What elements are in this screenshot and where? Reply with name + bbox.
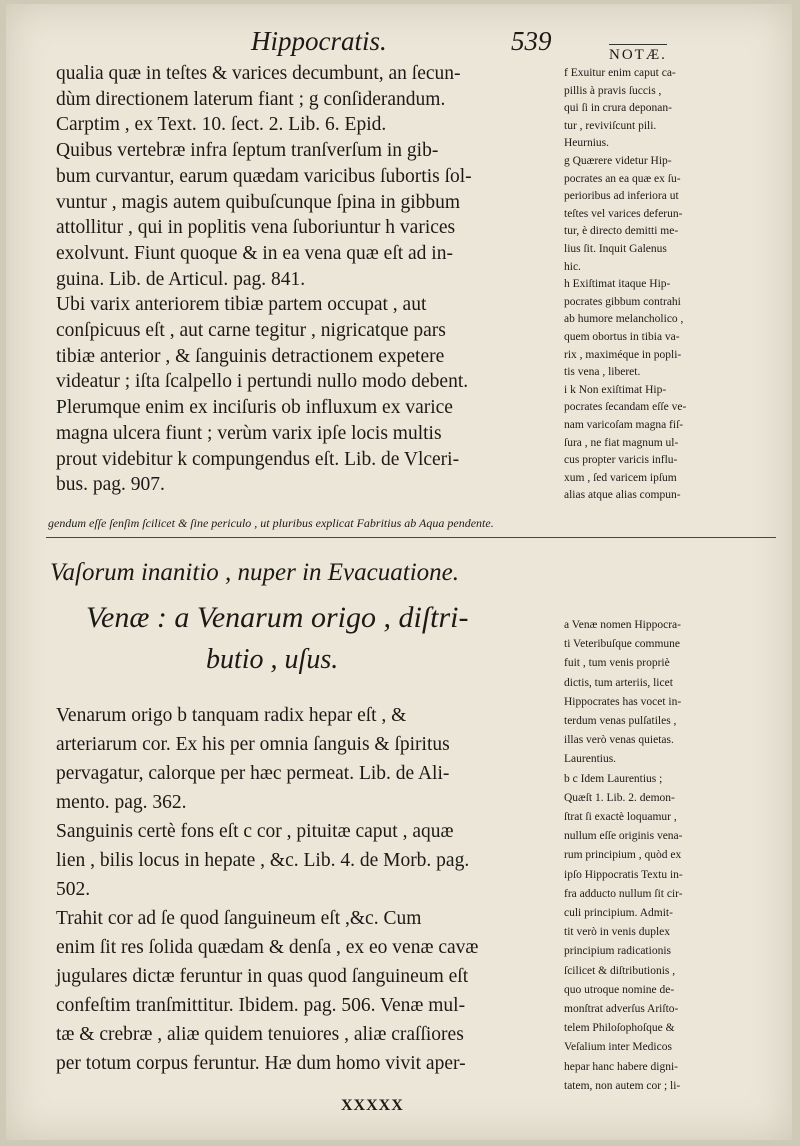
note-line: pocrates ſecandam eſſe ve- [564,401,687,414]
text-line: Ubi varix anteriorem tibiæ partem occupat , aut [56,294,427,316]
note-line: alias atque alias compun- [564,489,681,502]
note-continuation: gendum eſſe ſenſim ſcilicet & ſine periculo , ut pluribus explicat Fabritius ab Aqua pendente. [48,516,494,530]
text-line: tæ & crebræ , aliæ quidem tenuiores , aliæ craſſiores [56,1024,464,1045]
note-line: lius ſit. Inquit Galenus [564,243,667,255]
text-line: Plerumque enim ex inciſuris ob influxum ex varice [56,397,453,419]
text-line: vuntur , magis autem quibuſcunque ſpina in gibbum [56,191,461,213]
book-page [6,4,792,1140]
note-line: terdum venas pulſatiles , [564,715,677,727]
note-line: tis vena , liberet. [564,366,641,379]
note-line: tur, è directo demitti me- [564,225,679,238]
note-line: nam varicoſam magna fiſ- [564,419,684,431]
text-line: Trahit cor ad ſe quod ſanguineum eſt ,&c. Cum [56,908,422,929]
text-line: guina. Lib. de Articul. pag. 841. [56,268,306,290]
section-rule [46,537,776,538]
text-line: magna ulcera fiunt ; verùm varix ipſe locis multis [56,422,442,444]
note-line: a Venæ nomen Hippocra- [564,619,681,631]
text-line: enim ſit res ſolida quædam & denſa , ex eo venæ cavæ [56,937,479,958]
text-line: jugulares dictæ feruntur in quas quod ſanguineum eſt [56,966,469,987]
note-line: pocrates gibbum contrahi [564,295,681,308]
text-line: Sanguinis certè fons eſt c cor , pituitæ caput , aquæ [56,821,454,842]
notes-header: NOTÆ. [609,44,667,64]
note-line: quem obortus in tibia va- [564,331,680,343]
page-number: 539 [511,26,552,56]
note-line: fra adducto nullum ſit cir- [564,887,683,900]
note-line: ſcilicet & diſtributionis , [564,964,676,977]
text-line: bum curvantur, earum quædam varicibus ſubortis ſol- [56,165,472,187]
text-line: mento. pag. 362. [56,792,187,813]
note-line: b c Idem Laurentius ; [564,772,663,785]
catchword: XXXXX [341,1097,404,1114]
note-line: rum principium , quòd ex [564,849,682,862]
note-line: rix , maximéque in popli- [564,348,682,361]
note-line: tatem, non autem cor ; li- [564,1079,681,1092]
text-line: videatur ; iſta ſcalpello i pertundi nullo modo debent. [56,371,469,393]
note-line: hic. [564,260,581,273]
note-line: perioribus ad inferiora ut [564,190,679,203]
note-line: Laurentius. [564,753,617,766]
section-title: Vaſorum inanitio , nuper in Evacuatione. [50,559,459,586]
note-line: telem Philoſophoſque & [564,1022,675,1035]
note-line: xum , ſed varicem ipſum [564,471,677,484]
text-line: arteriarum cor. Ex his per omnia ſanguis & ſpiritus [56,734,450,755]
note-line: pillis à pravis ſuccis , [564,84,662,97]
text-line: qualia quæ in teſtes & varices decumbunt, an ſecun- [56,63,461,84]
note-line: culi principium. Admit- [564,907,673,919]
note-line: teſtes vel varices deferun- [564,207,683,220]
note-line: ab humore melancholico , [564,313,684,326]
text-line: dùm directionem laterum fiant ; g conſiderandum. [56,88,446,110]
text-line: pervagatur, calorque per hæc permeat. Lib. de Ali- [56,763,450,784]
note-line: illas verò venas quietas. [564,734,674,747]
text-line: Carptim , ex Text. 10. ſect. 2. Lib. 6. Epid. [56,114,387,136]
note-line: g Quærere videtur Hip- [564,155,672,167]
note-line: qui ſi in crura deponan- [564,102,672,115]
text-line: exolvunt. Fiunt quoque & in ea vena quæ eſt ad in- [56,242,453,264]
note-line: pocrates an ea quæ ex ſu- [564,172,681,185]
text-line: Venarum origo b tanquam radix hepar eſt , & [56,705,407,726]
note-line: ſura , ne fiat magnum ul- [564,436,679,449]
note-line: ipſo Hippocratis Textu in- [564,868,683,881]
text-line: prout videbitur k compungendus eſt. Lib. de Vlceri- [56,448,460,470]
note-line: f Exuitur enim caput ca- [564,67,676,79]
note-line: quo utroque nomine de- [564,983,675,996]
note-line: Heurnius. [564,137,610,150]
vena-heading-line-1: Venæ : a Venarum origo , diſtri- [86,601,469,634]
text-line: lien , bilis locus in hepate , &c. Lib. 4. de Morb. pag. [56,850,470,871]
text-line: bus. pag. 907. [56,474,165,496]
note-line: ti Veteribuſque commune [564,638,681,651]
note-line: principium radicationis [564,945,671,958]
note-line: monſtrat adverſus Ariſto- [564,1003,679,1015]
note-line: ſtrat ſi exactè loquamur , [564,811,677,823]
text-line: tibiæ anterior , & ſanguinis detractionem expetere [56,345,445,367]
note-line: Hippocrates has vocet in- [564,695,682,708]
note-line: tur , reviviſcunt pili. [564,119,657,132]
note-line: cus propter varicis influ- [564,454,678,467]
note-line: Veſalium inter Medicos [564,1041,672,1054]
text-line: attollitur , qui in poplitis vena ſuboriuntur h varices [56,217,456,239]
note-line: tit verò in venis duplex [564,926,671,939]
note-line: dictis, tum arteriis, licet [564,676,673,689]
note-line: nullum eſſe originis vena- [564,830,683,843]
text-line: confeſtim tranſmittitur. Ibidem. pag. 506. Venæ mul- [56,995,466,1016]
note-line: Quæſt 1. Lib. 2. demon- [564,791,675,804]
text-line: 502. [56,879,91,900]
running-title: Hippocratis. [251,26,387,56]
note-line: i k Non exiſtimat Hip- [564,383,667,396]
note-line: hepar hanc habere digni- [564,1060,678,1073]
note-line: fuit , tum venis propriè [564,657,670,670]
text-line: per totum corpus feruntur. Hæ dum homo vivit aper- [56,1053,466,1074]
text-line: Quibus vertebræ infra ſeptum tranſverſum in gib- [56,140,439,162]
vena-heading-line-2: butio , uſus. [206,644,339,675]
note-line: h Exiſtimat itaque Hip- [564,278,671,291]
text-line: conſpicuus eſt , aut carne tegitur , nigricatque pars [56,320,446,341]
